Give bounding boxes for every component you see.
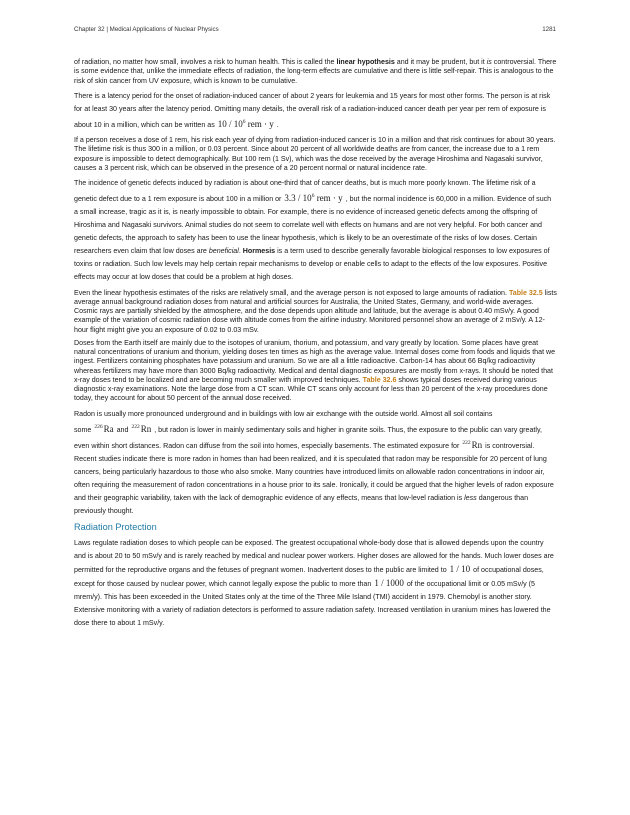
- element-symbol: Rn: [471, 439, 483, 450]
- text-run: dangerous than previously thought.: [74, 493, 529, 515]
- math-base: 10 / 10: [217, 118, 243, 129]
- text-run: of radiation, no matter how small, involves a risk to human health. This is called the: [74, 58, 337, 66]
- math-exponent: 6: [311, 193, 315, 200]
- element-symbol: Ra: [103, 423, 114, 434]
- table-32-6-link[interactable]: Table 32.6: [362, 375, 397, 384]
- isotope-rn-222: [131, 424, 151, 434]
- paragraph-latency-period: [74, 90, 557, 132]
- text-run: lists average annual background radiation doses from natural and artificial sources for Australia, the United States, Germany, and world-wide averages. Cosmic rays are partially shielded by the atmosphere, and the dose depends upon altitude and latitude, but the average is about 0.40 mSv/y. A good example of the variation of cosmic radiation dose with altitude comes from the airline industry. Monitored personnel show an average of 2 mSv/y. A 12-hour flight might give you an exposure of 0.02 to 0.03 mSv.: [74, 288, 557, 334]
- paragraph-one-rem-dose: If a person receives a dose of 1 rem, his risk each year of dying from radiation-induced cancer is 10 in a million and that risk continues for about 30 years. The lifetime risk is thus 300 in a million, or 0.03 percent. Since about 20 percent of all worldwide deaths are from cancer, the increase due to a 1 rem exposure is impossible to detect demographically. But 100 rem (1 Sv), which was the dose received by the average Hiroshima and Nagasaki survivor, causes a 3 percent risk, which can be observed in the presence of a 20 percent normal or natural incidence rate.: [74, 136, 556, 172]
- text-run: , but the normal incidence is 60,000 in a million. Evidence of such a small increase, tragic as it is, is nearly impossible to obtain. For example, there is no evidence of increased genetic defects among the offspring of Hiroshima and Nagasaki survivors. Animal studies do not seem to correlate well with effects on humans and are not very helpful. For both cancer and genetic defects, the approach to safety has been to use the linear hypothesis, which is likely to be an overestimate of the risks of low doses. Certain researchers even claim that low doses are: [74, 195, 552, 256]
- math-base: 3.3 / 10: [284, 193, 312, 204]
- text-run: There is a latency period for the onset of radiation-induced cancer of about 2 years for leukemia and 15 years for most other forms. The person is at risk for at least 30 years after the latency period. Omitting many details, the overall risk of a radiation-induced cancer death per year per rem of exposure is about 10 in a million, which can be written as: [74, 91, 551, 129]
- text-run: of occupational doses, except for those caused by nuclear power, which cannot legally expose the public to more than: [74, 566, 544, 589]
- paragraph-radon: [74, 408, 557, 518]
- mass-number: 222: [131, 423, 140, 430]
- mass-number: 222: [462, 439, 471, 446]
- table-32-5-link[interactable]: Table 32.5: [508, 288, 543, 297]
- text-run: Laws regulate radiation doses to which people can be exposed. The greatest occupational whole-body dose that is allowed depends upon the country and is about 20 to 50 mSv/y and is rarely reached by medical and nuclear power workers. Higher doses are allowed for the hands. Much lower doses are permitted for the reproductive organs and the fetuses of pregnant women. Inadvertent doses to the public are limited to: [74, 539, 554, 575]
- text-run: is controversial. Recent studies indicate there is more radon in homes than had been realized, and it is speculated that radon may be responsible for 20 percent of lung cancers, being particularly hazardous to those who also smoke. Many countries have introduced limits on allowable radon concentrations in indoor air, often requiring the measurement of radon concentrations in a house prior to its sale. Ironically, it could be argued that the higher levels of radon exposure and their geographic variability, taken with the lack of demographic evidence of any effects, means that low-level radiation is: [74, 441, 554, 502]
- paragraph-background-radiation: [74, 289, 557, 335]
- emphasis-is: is: [486, 58, 492, 66]
- text-run: and: [116, 425, 129, 434]
- emphasis-beneficial: beneficial: [208, 247, 239, 256]
- paragraph-genetic-defects: [74, 177, 557, 284]
- math-risk-rate: [218, 119, 274, 129]
- page-content: [74, 58, 557, 634]
- paragraph-linear-hypothesis: [74, 58, 557, 86]
- math-fraction-one-tenth: 1 / 10: [449, 564, 471, 575]
- math-unit: rem · y: [247, 118, 274, 129]
- text-run: .: [276, 120, 279, 129]
- mass-number: 226: [94, 423, 103, 430]
- text-run: and it may be prudent, but it: [394, 58, 487, 66]
- term-hormesis: Hormesis: [242, 247, 276, 256]
- isotope-ra-226: [94, 424, 113, 434]
- paragraph-radiation-protection: [74, 537, 557, 630]
- text-run: The incidence of genetic defects induced by radiation is about one-third that of cancer deaths, but is much more poorly known. The lifetime risk of a genetic defect due to a 1 rem exposure is about 100 in a million or: [74, 179, 536, 204]
- math-genetic-risk: [284, 193, 342, 203]
- element-symbol: Rn: [140, 423, 152, 434]
- text-run: of the occupational limit or 0.05 mSv/y (5 mrem/y). This has been exceeded in the United States only at the time of the Three Mile Island (TMI) accident in 1979. Chernobyl is another story. Extensive monitoring with a variety of radiation detectors is performed to assure radiation safety. Increased ventilation in uranium mines has lowered the dose there to about 1 mSv/y.: [74, 580, 551, 628]
- isotope-rn-222: [462, 440, 482, 450]
- page-number: 1281: [542, 26, 556, 33]
- term-linear-hypothesis: linear hypothesis: [336, 58, 395, 66]
- text-run: , but radon is lower in mainly sedimentary soils and higher in granite soils. Thus, the exposure to the public can vary greatly, even within short distances. Radon can diffuse from the soil into homes, especially basements. The estimated exposure for: [74, 425, 542, 450]
- text-run: Even the linear hypothesis estimates of the risks are relatively small, and the average person is not exposed to large amounts of radiation.: [74, 288, 509, 297]
- paragraph-earth-doses: [74, 339, 557, 404]
- text-run: controversial. There is some evidence that, unlike the immediate effects of radiation, the long-term effects are cumulative and there is little self-repair. This is analogous to the risk of skin cancer from UV exposure, which is known to be cumulative.: [74, 58, 557, 85]
- text-run: shows typical doses received during various diagnostic x-ray examinations. Note the large dose from a CT scan. While CT scans only account for less than 20 percent of the x-ray procedures done today, they account for about 50 percent of the annual dose received.: [74, 375, 548, 403]
- text-run: Radon is usually more pronounced underground and in buildings with low air exchange with the outside world. Almost all soil contains some: [74, 409, 493, 434]
- text-run: .: [238, 247, 243, 256]
- chapter-title: Chapter 32 | Medical Applications of Nuclear Physics: [74, 26, 219, 33]
- math-fraction-one-thousandth: 1 / 1000: [374, 578, 404, 589]
- page-header: [74, 26, 556, 36]
- emphasis-less: less: [464, 493, 477, 502]
- text-run: is a term used to describe generally favorable biological responses to low exposures of toxins or radiation. Such low levels may help certain repair mechanisms to develop or enable cells to adapt to the effects of the low exposures. Positive effects may occur at low doses that could be a problem at high doses.: [74, 247, 550, 282]
- math-unit: rem · y: [316, 193, 343, 204]
- section-heading-radiation-protection: Radiation Protection: [74, 522, 157, 533]
- math-exponent: 6: [242, 118, 246, 125]
- text-run: Doses from the Earth itself are mainly due to the isotopes of uranium, thorium, and potassium, and vary greatly by location. Some places have great natural concentrations of uranium and thorium, yielding doses ten times as high as the average value. Internal doses come from foods and liquids that we ingest. Fertilizers containing phosphates have potassium and uranium. So we are all a little radioactive. Carbon-14 has about 66 Bq/kg radioactivity whereas fertilizers may have more than 3000 Bq/kg radioactivity. Medical and dental diagnostic exposures are mostly from x-rays. It should be noted that x-ray doses tend to be localized and are becoming much smaller with improved techniques.: [74, 338, 556, 384]
